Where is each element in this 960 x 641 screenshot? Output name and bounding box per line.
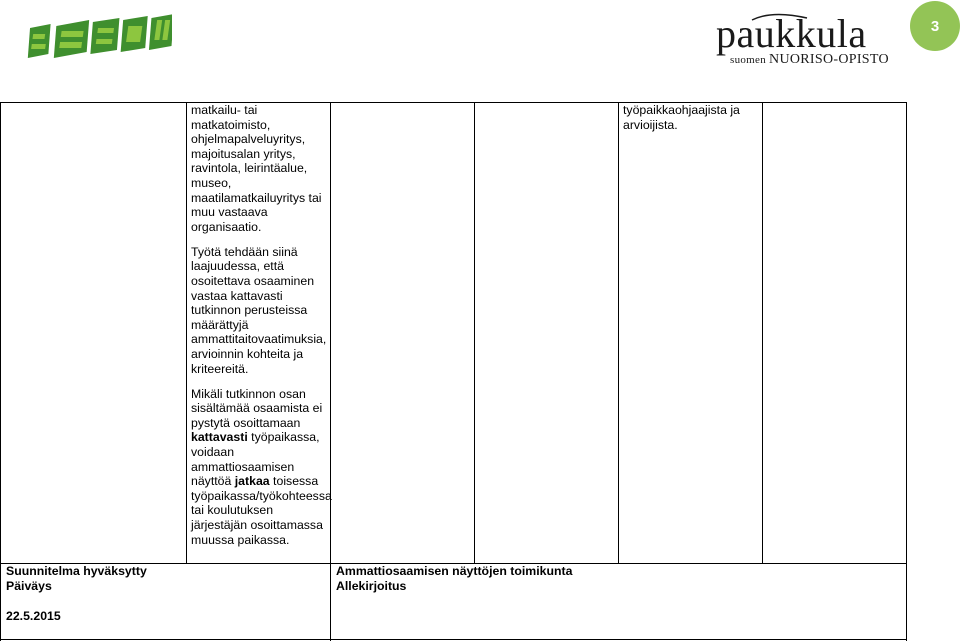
continuation-text-part: toisessa työpaikassa/työkohteessa tai koulutuksen järjestäjän osoittamassa muussa paikassa. bbox=[191, 474, 332, 547]
approved-label: Suunnitelma hyväksytty bbox=[6, 564, 147, 578]
criteria-cell bbox=[191, 103, 331, 558]
table-left-border bbox=[0, 102, 1, 641]
continuation-text-bold: kattavasti bbox=[191, 430, 248, 445]
page-number-badge: 3 bbox=[910, 1, 960, 51]
date-value: 22.5.2015 bbox=[6, 609, 61, 623]
signature-label: Allekirjoitus bbox=[336, 579, 407, 593]
committee-label: Ammattiosaamisen näyttöjen toimikunta bbox=[336, 564, 573, 578]
paukkula-subtitle-small: suomen bbox=[730, 54, 767, 66]
paukkula-subtitle-main: NUORISO-OPISTO bbox=[769, 52, 889, 67]
date-label: Päiväys bbox=[6, 579, 52, 593]
continuation-text bbox=[191, 387, 331, 548]
table-right-border bbox=[906, 102, 907, 641]
paukkula-wordmark: paukkula bbox=[716, 11, 867, 56]
continuation-text-part: työpaikassa, voidaan ammattiosaamisen näyttöä bbox=[191, 430, 320, 489]
column-divider bbox=[474, 102, 475, 564]
column-divider bbox=[762, 102, 763, 564]
table-bottom-border bbox=[0, 639, 907, 640]
scope-text: Työtä tehdään siinä laajuudessa, että osoitettava osaaminen vastaa kattavasti tutkinnon perusteissa määrättyjä ammattitaitovaatimuksia, arvioinnin kohteita ja kriteereitä. bbox=[191, 244, 327, 376]
table-top-border bbox=[0, 102, 907, 103]
column-divider bbox=[186, 102, 187, 564]
column-divider bbox=[618, 102, 619, 564]
workplace-types-text: matkailu- tai matkatoimisto, ohjelmapalveluyritys, majoitusalan yritys, ravintola, leirintäalue, museo, maatilamatkailuyritys tai muu vastaava organisaatio. bbox=[191, 103, 322, 234]
evaluators-cell: työpaikkaohjaajista ja arvioijista. bbox=[623, 103, 740, 132]
continuation-text-bold: jatkaa bbox=[234, 474, 270, 489]
continuation-text-part: Mikäli tutkinnon osan sisältämää osaamista ei pystytä osoittamaan bbox=[191, 386, 323, 430]
